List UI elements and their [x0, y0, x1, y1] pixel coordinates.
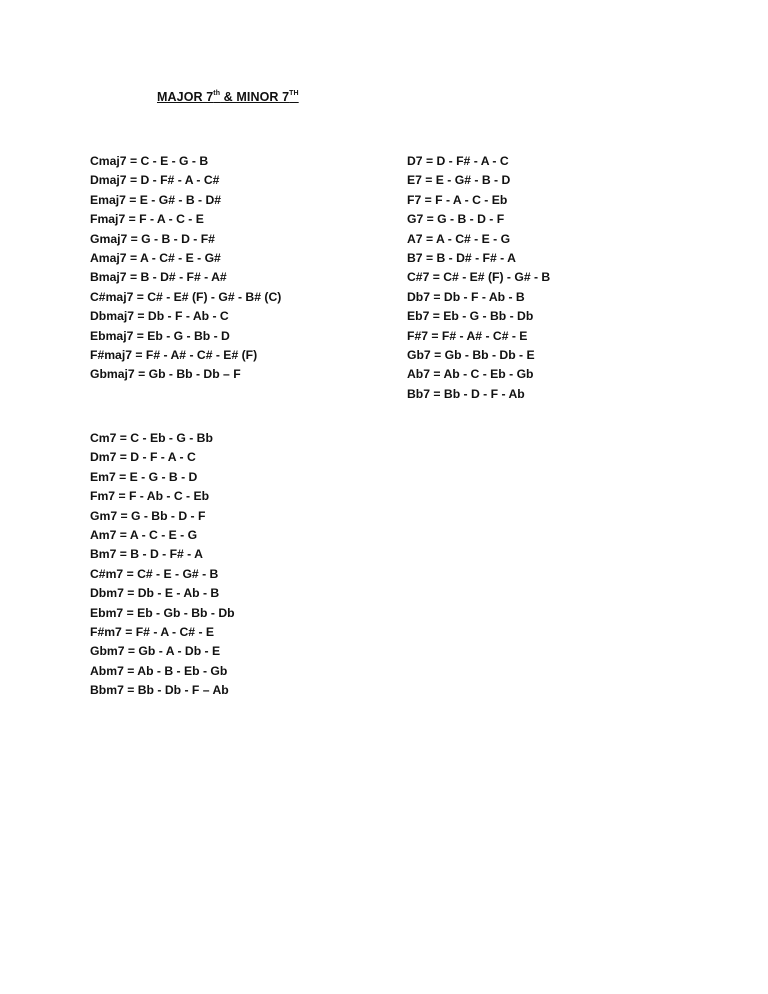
chord-line: Bb7 = Bb - D - F - Ab — [407, 386, 525, 401]
dominant7-chord-list — [407, 152, 550, 404]
chord-line: Ab7 = Ab - C - Eb - Gb — [407, 367, 534, 382]
chord-line: Gm7 = G - Bb - D - F — [90, 508, 206, 523]
title-minor: & MINOR 7 — [220, 90, 290, 104]
chord-line: F#maj7 = F# - A# - C# - E# (F) — [90, 347, 258, 362]
chord-line: G7 = G - B - D - F — [407, 212, 505, 227]
chord-line: D7 = D - F# - A - C — [407, 154, 509, 168]
chord-line: Eb7 = Eb - G - Bb - Db — [407, 309, 534, 324]
chord-line: Gbm7 = Gb - A - Db - E — [90, 644, 221, 659]
chord-line: Amaj7 = A - C# - E - G# — [90, 250, 221, 265]
chord-line: Bbm7 = Bb - Db - F – Ab — [90, 683, 229, 698]
chord-line: Db7 = Db - F - Ab - B — [407, 289, 525, 304]
chord-line: F7 = F - A - C - Eb — [407, 192, 508, 207]
chord-line: B7 = B - D# - F# - A — [407, 250, 516, 265]
chord-line: Fm7 = F - Ab - C - Eb — [90, 489, 210, 504]
title-sup-th: th — [213, 90, 221, 97]
chord-line: Ebmaj7 = Eb - G - Bb - D — [90, 328, 230, 343]
chord-line: F#7 = F# - A# - C# - E — [407, 328, 528, 343]
chord-line: Dbm7 = Db - E - Ab - B — [90, 586, 220, 601]
chord-line: Abm7 = Ab - B - Eb - Gb — [90, 663, 228, 678]
chord-line: Dmaj7 = D - F# - A - C# — [90, 173, 220, 188]
chord-line: E7 = E - G# - B - D — [407, 173, 511, 188]
chord-line: Am7 = A - C - E - G — [90, 527, 198, 542]
chord-line: C#7 = C# - E# (F) - G# - B — [407, 270, 551, 285]
minor7-chord-list — [90, 429, 235, 700]
chord-line: Cm7 = C - Eb - G - Bb — [90, 431, 213, 445]
chord-line: F#m7 = F# - A - C# - E — [90, 624, 215, 639]
chord-line: Dbmaj7 = Db - F - Ab - C — [90, 309, 229, 324]
chord-line: Cmaj7 = C - E - G - B — [90, 154, 209, 168]
title-sup-TH: TH — [289, 90, 299, 97]
chord-line: Emaj7 = E - G# - B - D# — [90, 192, 222, 207]
chord-line: Gmaj7 = G - B - D - F# — [90, 231, 215, 246]
chord-line: Ebm7 = Eb - Gb - Bb - Db — [90, 605, 235, 620]
chord-line: Bmaj7 = B - D# - F# - A# — [90, 270, 227, 285]
page-title — [157, 90, 299, 104]
chord-line: Gb7 = Gb - Bb - Db - E — [407, 347, 535, 362]
chord-line: Bm7 = B - D - F# - A — [90, 547, 203, 562]
chord-line: A7 = A - C# - E - G — [407, 231, 511, 246]
chord-line: C#m7 = C# - E - G# - B — [90, 566, 219, 581]
chord-line: Em7 = E - G - B - D — [90, 469, 198, 484]
major7-chord-list — [90, 152, 281, 385]
chord-line: C#maj7 = C# - E# (F) - G# - B# (C) — [90, 289, 282, 304]
title-major: MAJOR 7 — [157, 90, 214, 104]
chord-line: Fmaj7 = F - A - C - E — [90, 212, 204, 227]
chord-line: Gbmaj7 = Gb - Bb - Db – F — [90, 367, 241, 382]
chord-line: Dm7 = D - F - A - C — [90, 450, 196, 465]
